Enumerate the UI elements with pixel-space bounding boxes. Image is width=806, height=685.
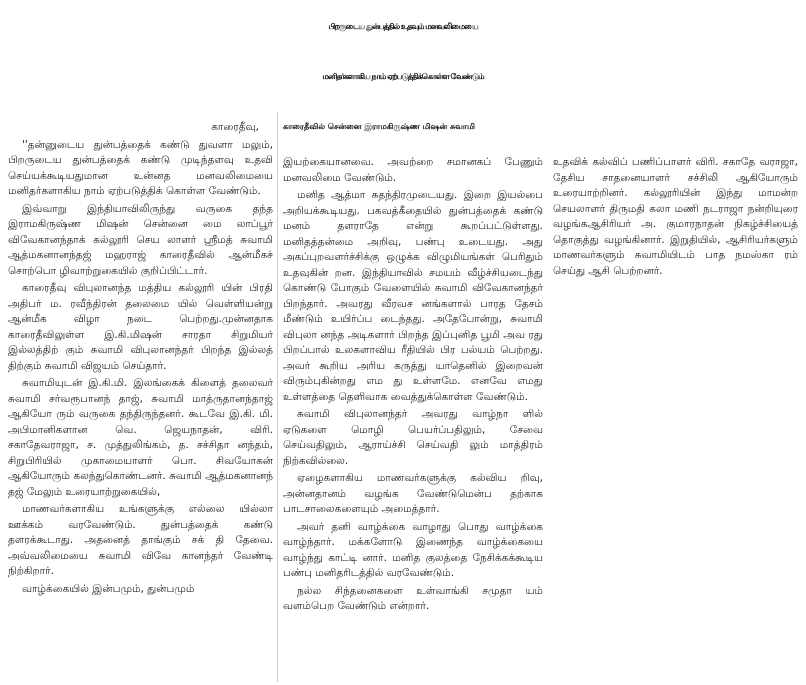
paragraph: சுவாமி விபுலானந்தர் அவரது வாழ்நா ளில் ஏடுகளை மொழி பெயர்ப்பதிலும், சேவை செய்வதிலும், ஆராய்ச்சி செய்வதி லும் மாத்திரம் நிற்கவில்லை. [283,408,543,467]
paragraph: மாணவர்களாகிய உங்களுக்கு எல்லை யில்லா ஊக்கம் வரவேண்டும். துன்பத்தைக் கண்டு தளரக்கூடாது. அதனைத் தாங்கும் சக் தி தேவை. அவ்வலிமையை சுவாமி விவே கானந்தர் வேண்டி நிற்கிறார். [8,503,273,577]
article-column-1 [8,120,273,599]
paragraph: நல்ல சிந்தனைகளை உள்வாங்கி சமுதா யம் வளம்பெற வேண்டும் என்றார். [283,584,543,612]
dateline: காரைதீவு, [211,121,259,133]
paragraph: சுவாமியுடன் இ.கி.மி. இலங்கைக் கிளைத் தலைவர் சுவாமி சர்வரூபானந் தாஜ், சுவாமி மாத்ருதானந்தாஜ் ஆகியோ ரும் வருகை தந்திருந்தனர். கூடவே இ.கி. மி. அபிமானிகளான வெ. ஜெயநாதன், விரி. சகாதேவராஜா, ச. முத்துலிங்கம், த. சச்சிதா னந்தம், சிறுபிரியில் முகாமையாளர் பொ. சிவயோகன் ஆகியோரும் கலந்துகொண்டனர். சுவாமி ஆத்மகனானந் தஜ் மேலும் உரையாற்றுகையில், [8,377,273,498]
subheadline: காரைதீவில் சென்னை இராமகிருஷ்ண மிஷன் சுவாமி [283,122,475,131]
headline-line-1: பிறருடைய துன்பத்தில் உதவும் மனவலிமையை [328,22,478,31]
headline-line-2: மனிதர்களாகிய நாம் ஏற்படுத்திக்கொள்ள வேண்டும் [322,72,484,81]
paragraph: வாழ்க்கையில் இன்பமும், துன்பமும் [22,582,195,595]
paragraph: காரைதீவு விபுலானந்த மத்திய கல்லூரி யின் பிரதி அதிபர் ம. ரவீந்திரன் தலைமை யில் வெள்ளியன்று ஆன்மீக விழா நடை பெற்றது.முன்னதாக காரைதீவிலுள்ள இ.கி.மிஷன் சாரதா சிறுமியர் இல்லத்திற் கும் சுவாமி விபுலானந்தர் பிறந்த இல்லத் திற்கும் சுவாமி விஜயம் செய்தார். [8,282,273,372]
paragraph: ''தன்னுடைய துன்பத்தைக் கண்டு துவளா மலும், பிறருடைய துன்பத்தைக் கண்டு முடிந்தளவு உதவி செய்யக்கூடியதுமான உன்னத மனவலிமையை மனிதர்களாகிய நாம் ஏற்படுத்திக் கொள்ள வேண்டும். [8,138,273,197]
paragraph: இவ்வாறு இந்தியாவிலிருந்து வருகை தந்த இராமகிருஷ்ண மிஷன் சென்னை மை லாப்பூர் விவேகானந்தாக் கல்லூரி செய லாளர் ஸ்ரீமத் சுவாமி ஆத்மகனானந்தஜ் மஹராஜ் காரைதீவில் ஆன்மீகச் சொற்பொ ழிவாற்றுகையில் குறிப்பிட்டார். [8,202,273,277]
article-column-3 [553,155,798,281]
paragraph: இயற்கையானவை. அவற்றை சமானகப் பேணும் மனவலிமை வேண்டும். [283,156,543,184]
article-column-2 [283,155,543,617]
paragraph: ஏழைகளாகிய மாணவர்களுக்கு கல்விய றிவு, அன்னதானம் வழங்க வேண்டுமென்ப தற்காக பாடசாலைகளையும் அமைத்தார். [283,472,543,515]
paragraph: மனித ஆத்மா சுதந்திரமுடையது. இறை இயல்பை அறியக்கூடியது. பகவத்கீதையில் துன்பத்தைக் கண்டு மனம் தளராதே என்று கூறப்பட்டுள்ளது. மனிதத்தன்மை அறிவு, பண்பு உடையது. அது அகப்புறவளர்ச்சிக்கு ஒழுக்க விழுமியங்கள் பெரிதும் உதவுகின் றன. இந்தியாவில் சமயம் வீழ்ச்சியடைந்து கொண்டு போகும் வேளையில் சுவாமி விவேகானந்தர் பிறந்தார். அவரது வீரவச னங்களால் பாரத தேசம் மீண்டும் உயிர்ப்ப டைந்தது. அதேபோன்று, சுவாமி விபுலா னந்த அடிகளார் பிறந்த இப்புனித பூமி அவ ரது பிறப்பால் உலகளாவிய ரீதியில் பிர பல்யம் பெற்றது. அவர் கூறிய அரிய கருத்து யாதெனில் இறைவன் விரும்புகின்றது எம து உள்ளமே. எனவே எமது உள்ளத்தை தெளிவாக வைத்துக்கொள்ள வேண்டும். [283,189,543,403]
paragraph: அவர் தனி வாழ்க்கை வாழாது பொது வாழ்க்கை வாழ்ந்தார். மக்களோடு இணைந்த வாழ்க்கையை வாழ்ந்து காட்டி னார். மனித குலத்தை நேசிக்கக்கூடிய பண்பு மனிதரிடத்தில் வரவேண்டும். [283,520,543,579]
paragraph: உதவிக் கல்விப் பணிப்பாளர் விரி. சகாதே வராஜா, தேசிய சாதனையாளர் சச்சிலி ஆகியோரும் உரையாற்றினர். கல்லூரியின் இந்து மாமன்ற செயலாளர் திருமதி கலா மணி நடராஜா நன்றியுரை வழங்கஆசிரியர் அ. குமாரநாதன் நிகழ்ச்சியைத் தொகுத்து வழங்கினார். இறுதியில், ஆசிரியர்களும் மாணவர்களும் சுவாமியிடம் பாத நமஸ்கா ரம் செய்து ஆசி பெற்றனர். [553,156,798,277]
column-divider [277,112,278,682]
